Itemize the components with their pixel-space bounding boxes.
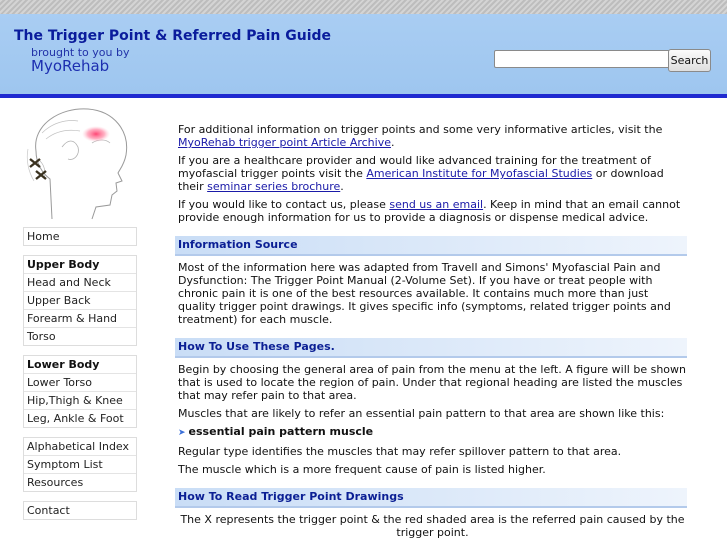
nav-group-home	[23, 227, 137, 246]
nav-item-contact[interactable]: Contact	[27, 504, 70, 517]
arrow-bullet-icon: ➤	[178, 428, 186, 438]
intro-text: or download their	[178, 167, 664, 193]
nav-item-torso[interactable]: Torso	[27, 330, 56, 343]
intro-paragraph-articles	[178, 123, 687, 149]
source-paragraph: Most of the information here was adapted from Travell and Simons' Myofascial Pain and Dysfunction: The Trigger Point Manual (2-Volume Set). If you have or treat people with chronic pain it is one of the best resources available. It contains much more than just quality trigger point drawings. It gives specific info (symptoms, related trigger points and treatment) for each muscle.	[178, 261, 671, 326]
howto-paragraph-2: Muscles that are likely to refer an essential pain pattern to that area are shown like this:	[178, 407, 665, 420]
intro-text: .	[340, 180, 344, 193]
nav-item-home[interactable]: Home	[27, 230, 60, 243]
intro-text: . Keep in mind that an email cannot provide enough information for us to provide a diagnosis or dispense medical advice.	[178, 198, 681, 224]
search-input[interactable]	[494, 50, 670, 68]
nav-heading-upper-body: Upper Body	[24, 256, 136, 274]
intro-text: For additional information on trigger points and some very informative articles, visit the	[178, 123, 663, 136]
howto-paragraph-4: The muscle which is a more frequent cause of pain is listed higher.	[178, 463, 546, 476]
nav-group-index	[23, 437, 137, 492]
nav-group-contact	[23, 501, 137, 520]
read-paragraph: The X represents the trigger point & the red shaded area is the referred pain caused by the trigger point.	[180, 513, 685, 539]
intro-text: If you would like to contact us, please	[178, 198, 390, 211]
intro-text: If you are a healthcare provider and would like advanced training for the treatment of myofascial trigger points visit the	[178, 154, 651, 180]
nav-item-symptom-list[interactable]: Symptom List	[24, 456, 136, 474]
email-link[interactable]: send us an email	[389, 198, 484, 211]
nav-item-alphabetical-index[interactable]: Alphabetical Index	[24, 438, 136, 456]
site-title: The Trigger Point & Referred Pain Guide	[14, 28, 332, 44]
section-heading-how-to-use: How To Use These Pages.	[175, 338, 687, 358]
head-illustration	[22, 103, 134, 221]
essential-muscle-label: essential pain pattern muscle	[188, 425, 374, 438]
essential-muscle-example	[178, 425, 687, 440]
nav-item-lower-torso[interactable]: Lower Torso	[24, 374, 136, 392]
intro-paragraph-contact	[178, 198, 687, 224]
intro-text: .	[390, 136, 395, 149]
brand-link[interactable]: MyoRehab	[31, 57, 110, 75]
nav-item-hip-thigh-knee[interactable]: Hip,Thigh & Knee	[24, 392, 136, 410]
section-heading-information-source: Information Source	[175, 236, 687, 256]
nav-group-lower-body	[23, 355, 137, 428]
nav-item-resources[interactable]: Resources	[27, 476, 84, 489]
howto-paragraph-3: Regular type identifies the muscles that may refer spillover pattern to that area.	[178, 445, 622, 458]
section-heading-how-to-read: How To Read Trigger Point Drawings	[175, 488, 687, 508]
seminar-brochure-link[interactable]: seminar series brochure	[207, 180, 341, 193]
nav-group-upper-body	[23, 255, 137, 346]
nav-item-upper-back[interactable]: Upper Back	[24, 292, 136, 310]
intro-paragraph-training	[178, 154, 687, 193]
main-content	[178, 123, 687, 544]
top-strip	[0, 0, 727, 14]
nav-heading-lower-body: Lower Body	[24, 356, 136, 374]
nav-item-head-and-neck[interactable]: Head and Neck	[24, 274, 136, 292]
brought-by-text: brought to you by	[31, 46, 130, 59]
article-archive-link[interactable]: MyoRehab trigger point Article Archive	[178, 136, 391, 149]
nav-item-leg-ankle-foot[interactable]: Leg, Ankle & Foot	[27, 412, 124, 425]
myofascial-institute-link[interactable]: American Institute for Myofascial Studies	[366, 167, 593, 180]
nav-item-forearm-hand[interactable]: Forearm & Hand	[24, 310, 136, 328]
search-button[interactable]: Search	[668, 49, 711, 72]
sidebar-nav	[23, 227, 137, 529]
howto-paragraph-1: Begin by choosing the general area of pain from the menu at the left. A figure will be shown that is used to locate the region of pain. Under that regional heading are listed the muscles that may refer pain to that area.	[178, 363, 686, 402]
site-header	[0, 14, 727, 98]
